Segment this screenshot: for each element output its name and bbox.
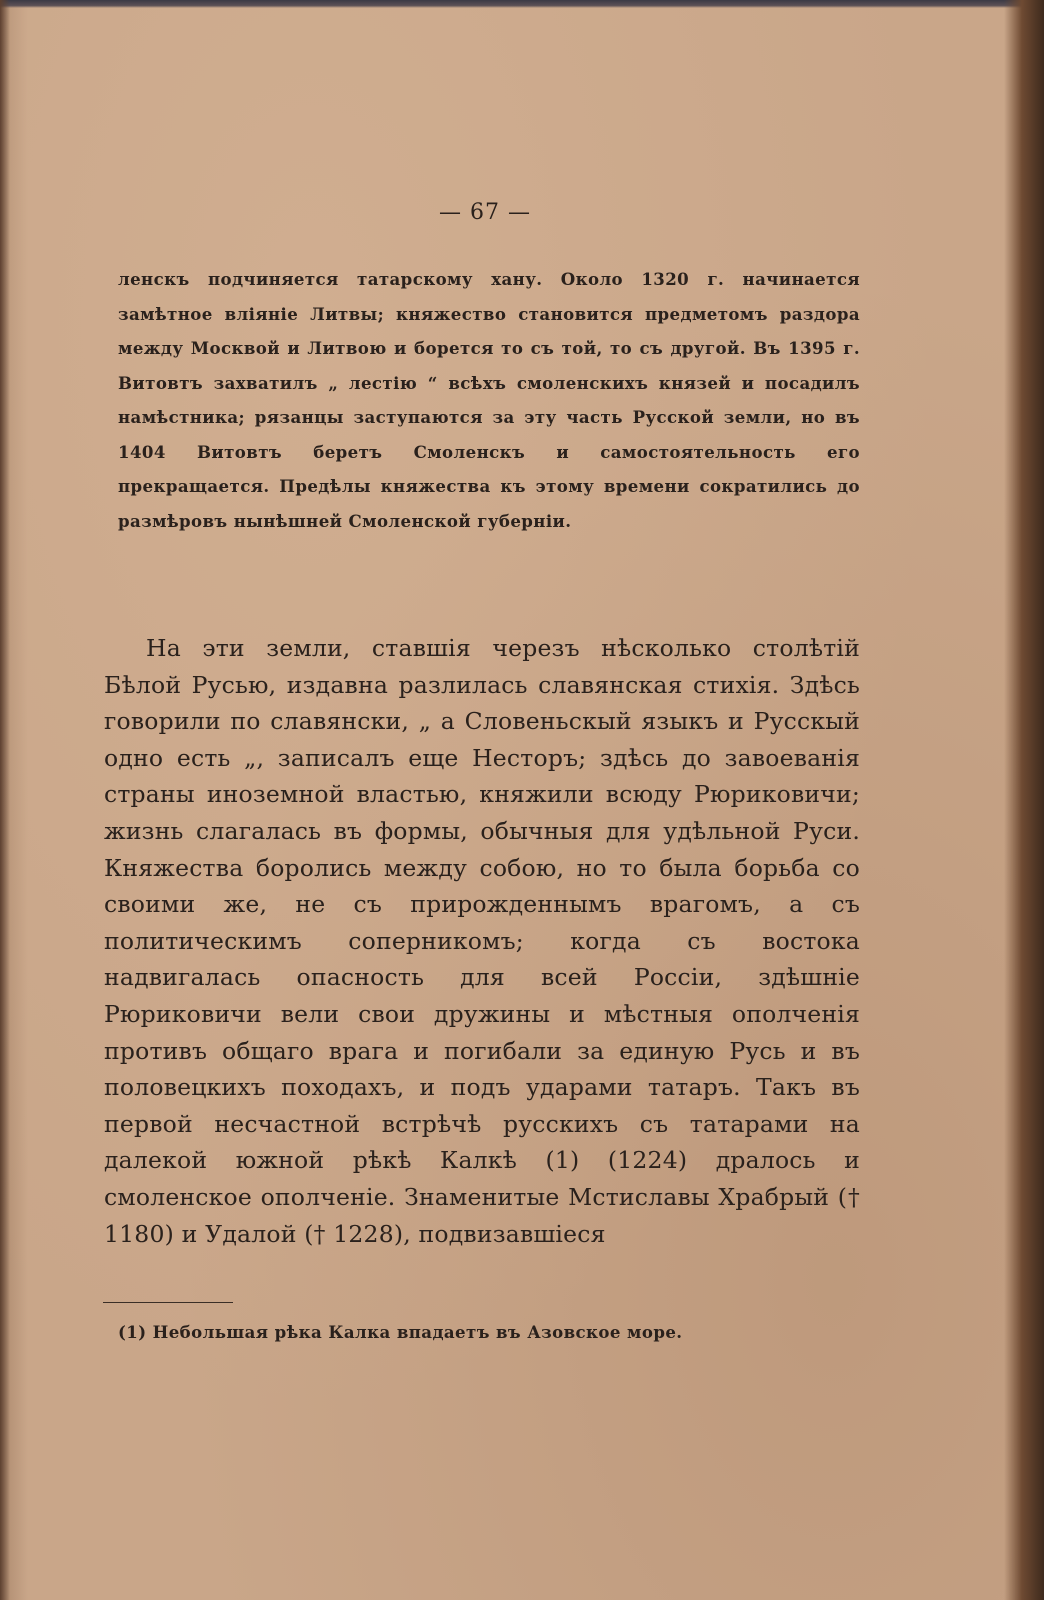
page-number: — 67 — bbox=[439, 200, 531, 225]
page-top-edge bbox=[0, 0, 1044, 8]
footnote-divider bbox=[103, 1302, 233, 1303]
footnote: (1) Небольшая рѣка Калка впадаетъ въ Азовское море. bbox=[118, 1322, 683, 1342]
page-left-edge bbox=[0, 0, 10, 1600]
page-right-edge bbox=[1004, 0, 1044, 1600]
main-paragraph: На эти земли, ставшія черезъ нѣсколько столѣтій Бѣлой Русью, издавна разлилась славянская стихія. Здѣсь говорили по славянски, „ а Словеньскый языкъ и Русскый одно есть „, записалъ еще Несторъ; здѣсь до завоеванія страны иноземной властью, княжили всюду Рюриковичи; жизнь слагалась въ формы, обычныя для удѣльной Руси. Княжества боролись между собою, но то была борьба со своими же, не съ прирожденнымъ врагомъ, а съ политическимъ соперникомъ; когда съ востока надвигалась опасность для всей Россіи, здѣшніе Рюриковичи вели свои дружины и мѣстныя ополченія противъ общаго врага и погибали за единую Русь и въ половецкихъ походахъ, и подъ ударами татаръ. Такъ въ первой несчастной встрѣчѣ русскихъ съ татарами на далекой южной рѣкѣ Калкѣ (1) (1224) дралось и смоленское ополченіе. Знаменитые Мстиславы Храбрый († 1180) и Удалой († 1228), подвизавшіеся bbox=[104, 634, 860, 1248]
intro-paragraph: ленскъ подчиняется татарскому хану. Около 1320 г. начинается замѣтное вліяніе Литвы; княжество становится предметомъ раздора между Москвой и Литвою и борется то съ той, то съ другой. Въ 1395 г. Витовтъ захватилъ „ лестію “ всѣхъ смоленскихъ князей и посадилъ намѣстника; рязанцы заступаются за эту часть Русской земли, но въ 1404 Витовтъ беретъ Смоленскъ и самостоятельность его прекращается. Предѣлы княжества къ этому времени сократились до размѣровъ нынѣшней Смоленской губерніи. bbox=[118, 269, 860, 531]
